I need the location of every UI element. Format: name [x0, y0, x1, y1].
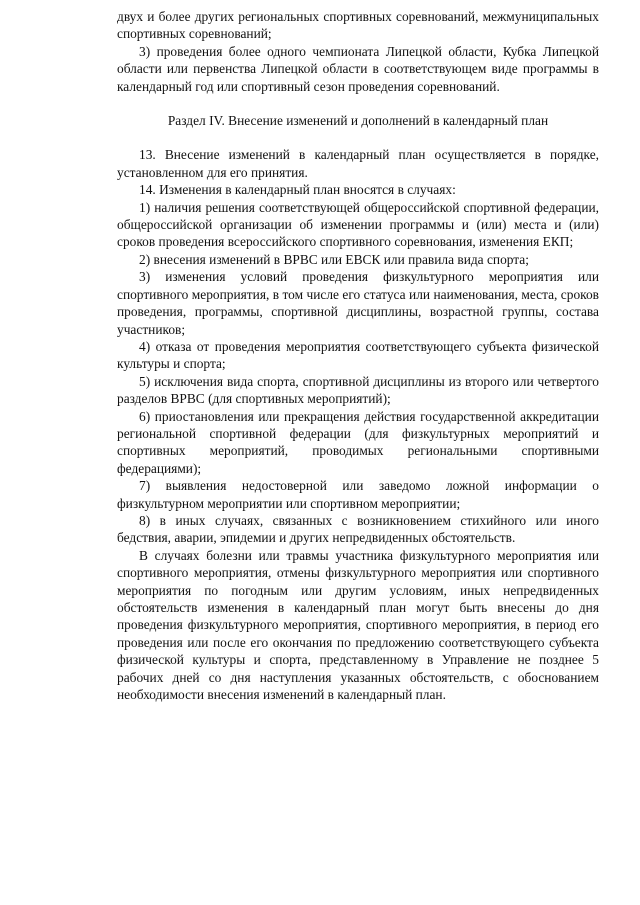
case-item-7: 7) выявления недостоверной или заведомо ложной информации о физкультурном мероприятии или спортивном мероприятии;	[117, 478, 599, 511]
paragraph-continuation: двух и более других региональных спортивных соревнований, межмуниципальных спортивных соревнований;	[117, 9, 599, 42]
paragraph-final: В случаях болезни или травмы участника физкультурного мероприятия или спортивного мероприятия, отмены физкультурного мероприятия или спортивного мероприятия по погодным или другим условиям, иных непредвиденных обстоятельств изменения в календарный план могут быть внесены до дня проведения физкультурного мероприятия, спортивного мероприятия, в период его проведения или после его окончания по предложению соответствующего субъекта физической культуры и спорта, представленному в Управление не позднее 5 рабочих дней со дня наступления указанных обстоятельств, с обоснованием необходимости внесения изменений в календарный план.	[117, 547, 599, 703]
paragraph-13: 13. Внесение изменений в календарный план осуществляется в порядке, установленном для его принятия.	[117, 147, 599, 180]
case-item-6: 6) приостановления или прекращения действия государственной аккредитации региональной спортивной федерации (для физкультурных мероприятий и спортивных мероприятий, проводимых региональными спортивными федерациями);	[117, 408, 599, 476]
case-item-2: 2) внесения изменений в ВРВС или ЕВСК или правила вида спорта;	[139, 251, 529, 267]
case-item-1: 1) наличия решения соответствующей общероссийской спортивной федерации, общероссийской организации об изменении программы и (или) места и (или) сроков проведения всероссийского спортивного соревнования, изменения ЕКП;	[117, 199, 599, 250]
case-item-3: 3) изменения условий проведения физкультурного мероприятия или спортивного мероприятия, в том числе его статуса или наименования, места, сроков проведения, программы, спортивной дисциплины, возрастной группы, состава участников;	[117, 269, 599, 337]
paragraph-14: 14. Изменения в календарный план вносятся в случаях:	[139, 182, 456, 198]
paragraph-item-3: 3) проведения более одного чемпионата Липецкой области, Кубка Липецкой области или первенства Липецкой области в соответствующем виде программы в календарный год или спортивный сезон проведения соревнований.	[117, 43, 599, 94]
document-page	[117, 8, 599, 703]
case-item-4: 4) отказа от проведения мероприятия соответствующего субъекта физической культуры и спорта;	[117, 338, 599, 372]
case-item-8: 8) в иных случаях, связанных с возникновением стихийного или иного бедствия, аварии, эпидемии и других непредвиденных обстоятельств.	[117, 512, 599, 546]
section-heading: Раздел IV. Внесение изменений и дополнений в календарный план	[167, 113, 549, 129]
case-item-5: 5) исключения вида спорта, спортивной дисциплины из второго или четвертого разделов ВРВС (для спортивных мероприятий);	[117, 373, 599, 407]
